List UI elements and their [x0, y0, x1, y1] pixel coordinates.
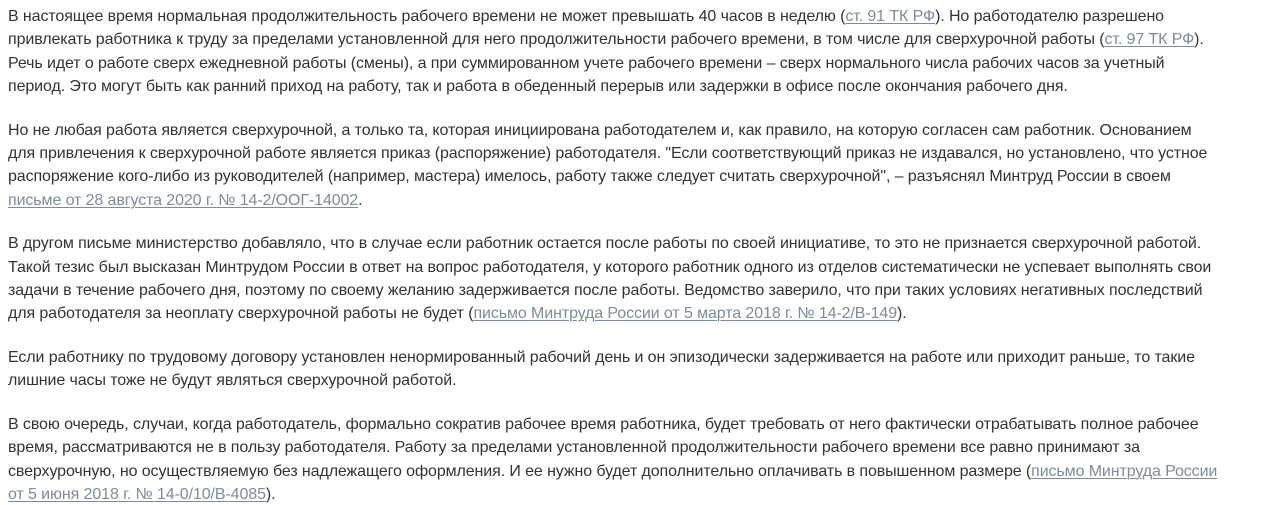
- paragraph-5: [8, 413, 1220, 505]
- paragraph-text: ). Но работодателю разрешено привлекать работника к труду за пределами установленной для него продолжительности рабочего времени, в том числе для сверхурочной работы (: [8, 8, 1164, 49]
- paragraph-text: Но не любая работа является сверхурочной, а только та, которая инициирована работодателем и, как правило, на которую согласен сам работник. Основанием для привлечения к сверхурочной работе является приказ (распоряжение) работодателя. "Если соответствующий приказ не издавался, но установлено, что устное распоряжение кого-либо из руководителей (например, мастера) имелось, работу также следует считать сверхурочной", – разъяснял Минтруд России в своем: [8, 121, 1208, 186]
- inline-link[interactable]: письмо Минтруда России от 5 марта 2018 г. № 14-2/В-149: [473, 305, 898, 323]
- inline-link[interactable]: ст. 97 ТК РФ: [1104, 31, 1195, 49]
- paragraph-text: ).: [265, 485, 276, 503]
- paragraph-4: [8, 346, 1220, 393]
- inline-link[interactable]: ст. 91 ТК РФ: [845, 8, 936, 25]
- paragraph-2: [8, 119, 1220, 213]
- paragraph-text: ). Речь идет о работе сверх ежедневной работы (смены), а при суммированном учете рабочего времени – сверх нормального числа рабочих часов за учетный период. Это могут быть как ранний приход на работу, так и работа в обеденный перерыв или задержки в офисе после окончания рабочего дня.: [8, 31, 1204, 96]
- paragraph-3: [8, 232, 1220, 326]
- paragraph-text: .: [358, 191, 363, 209]
- inline-link[interactable]: письме от 28 августа 2020 г. № 14-2/ООГ-14002: [8, 191, 359, 209]
- inline-link[interactable]: письмо Минтруда России от 5 июня 2018 г. № 14-0/10/В-4085: [8, 462, 1218, 503]
- paragraph-1: [8, 5, 1220, 99]
- paragraph-text: ).: [897, 305, 907, 323]
- paragraph-text: В свою очередь, случаи, когда работодатель, формально сократив рабочее время работника, будет требовать от него фактически отрабатывать полное рабочее время, рассматриваются не в пользу работодателя. Работу за пределами установленной продолжительности рабочего времени все равно принимают за сверхурочную, но осуществляемую без надлежащего оформления. И ее нужно будет дополнительно оплачивать в повышенном размере (: [8, 415, 1199, 480]
- paragraph-text: В настоящее время нормальная продолжительность рабочего времени не может превышать 40 часов в неделю (: [8, 8, 846, 25]
- paragraph-text: В другом письме министерство добавляло, что в случае если работник остается после работы по своей инициативе, то это не признается сверхурочной работой. Такой тезис был высказан Минтрудом России в ответ на вопрос работодателя, у которого работник одного из отделов систематически не успевает выполнять свои задачи в течение рабочего дня, поэтому по своему желанию задерживается после работы. Ведомство заверило, что при таких условиях негативных последствий для работодателя за неоплату сверхурочной работы не будет (: [8, 235, 1212, 323]
- paragraph-text: Если работнику по трудовому договору установлен ненормированный рабочий день и он эпизодически задерживается на работе или приходит раньше, то такие лишние часы тоже не будут являться сверхурочной работой.: [8, 348, 1195, 390]
